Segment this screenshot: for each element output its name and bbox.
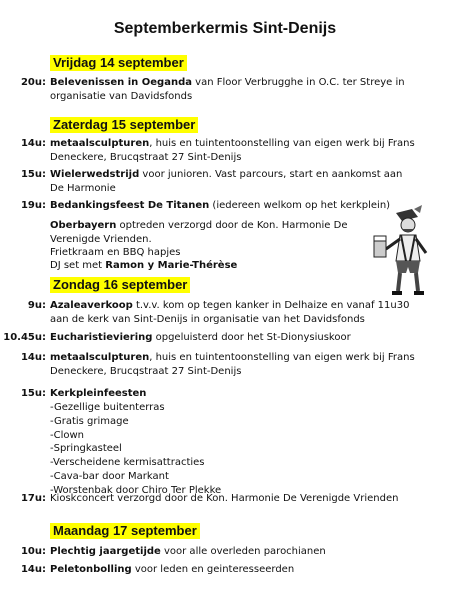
bavarian-man-with-beer-icon bbox=[368, 205, 434, 297]
event-title: Eucharistieviering bbox=[50, 332, 153, 343]
event-text: opgeluisterd door het St-Dionysiuskoor bbox=[152, 332, 351, 343]
event-text: , huis en tuintentoonstelling van eigen werk bij Frans Deneckere, Brucqstraat 27 Sint-Denijs bbox=[50, 138, 415, 163]
list-item: -Springkasteel bbox=[50, 443, 122, 455]
event-time: 14u: bbox=[20, 138, 46, 149]
event-text: , huis en tuintentoonstelling van eigen werk bij Frans Deneckere, Brucqstraat 27 Sint-Denijs bbox=[50, 352, 415, 377]
event-time: 14u: bbox=[20, 564, 46, 575]
kerkplein-list bbox=[50, 401, 221, 498]
day-heading-sunday: Zondag 16 september bbox=[50, 277, 190, 293]
event-time: 14u: bbox=[20, 352, 46, 363]
event-title: Ramon y Marie-Thérèse bbox=[105, 260, 238, 271]
event-text: van Floor Verbrugghe in O.C. ter Streye in organisatie van Davidsfonds bbox=[50, 77, 405, 102]
event-saturday-dj bbox=[50, 259, 237, 273]
event-title: Belevenissen in Oeganda bbox=[50, 77, 192, 88]
event-time: 19u: bbox=[20, 200, 46, 211]
event-title: Oberbayern bbox=[50, 220, 117, 231]
event-time: 15u: bbox=[20, 388, 46, 399]
event-text: t.v.v. kom op tegen kanker in Delhaize en vanaf 11u30 aan de kerk van Sint-Denijs in organisatie van het Davidsfonds bbox=[50, 300, 410, 325]
page-title: Septemberkermis Sint-Denijs bbox=[113, 20, 337, 37]
event-title: Peletonbolling bbox=[50, 564, 132, 575]
event-time: 10.45u: bbox=[3, 332, 46, 343]
event-time: 10u: bbox=[20, 546, 46, 557]
list-item: -Worstenbak door Chiro Ter Plekke bbox=[50, 484, 222, 496]
event-text: optreden verzorgd door de Kon. Harmonie De Verenigde Vrienden. bbox=[50, 220, 348, 245]
list-item: -Clown bbox=[50, 429, 85, 441]
day-heading-saturday: Zaterdag 15 september bbox=[50, 117, 198, 133]
list-item: -Gezellige buitenterras bbox=[50, 402, 165, 413]
event-title: Wielerwedstrijd bbox=[50, 169, 140, 180]
event-text: DJ set met bbox=[50, 260, 106, 271]
event-time: 9u: bbox=[27, 300, 46, 311]
day-heading-friday: Vrijdag 14 september bbox=[50, 55, 187, 71]
event-title: metaalsculpturen bbox=[50, 352, 150, 363]
event-title: Bedankingsfeest De Titanen bbox=[50, 200, 210, 211]
list-item: -Gratis grimage bbox=[50, 415, 129, 427]
event-time: 15u: bbox=[20, 169, 46, 180]
event-time: 20u: bbox=[20, 77, 46, 88]
event-text: voor alle overleden parochianen bbox=[160, 546, 326, 557]
event-text: (iedereen welkom op het kerkplein) bbox=[209, 200, 391, 211]
event-text: voor junioren. Vast parcours, start en aankomst aan De Harmonie bbox=[50, 169, 403, 194]
event-saturday-frietkraam: Frietkraam en BBQ hapjes bbox=[50, 247, 181, 258]
list-item: -Verscheidene kermisattracties bbox=[50, 457, 205, 469]
list-item: -Cava-bar door Markant bbox=[50, 470, 169, 482]
event-text: Kioskconcert verzorgd door de Kon. Harmonie De Verenigde Vrienden bbox=[50, 493, 399, 504]
event-time: 17u: bbox=[20, 493, 46, 504]
event-title: Kerkpleinfeesten bbox=[50, 388, 147, 399]
event-title: metaalsculpturen bbox=[50, 138, 150, 149]
event-title: Plechtig jaargetijde bbox=[50, 546, 161, 557]
day-heading-monday: Maandag 17 september bbox=[50, 523, 200, 539]
event-text: voor leden en geinteresseerden bbox=[131, 564, 295, 575]
event-title: Azaleaverkoop bbox=[50, 300, 133, 311]
